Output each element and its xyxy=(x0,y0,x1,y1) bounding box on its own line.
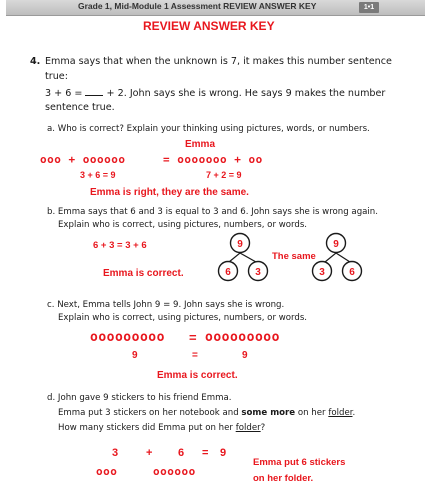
part-d-eq-equals: = xyxy=(202,447,209,459)
part-d-line-2: Emma put 3 stickers on her notebook and some more on her folder. xyxy=(58,408,356,418)
part-b-question-line-2: Explain who is correct, using pictures, numbers, or words. xyxy=(58,220,308,230)
bond-2-branch-right xyxy=(336,253,350,262)
part-b-equation: 6 + 3 = 3 + 6 xyxy=(93,240,147,251)
number-bond-2 xyxy=(313,234,362,281)
part-b-same-label: The same xyxy=(272,251,316,262)
answer-key-title: REVIEW ANSWER KEY xyxy=(143,19,275,33)
sentence-right: + 2. John says she is wrong. He says 9 makes the number xyxy=(103,88,386,99)
part-d-line-1: d. John gave 9 stickers to his friend Emma. xyxy=(47,393,232,403)
part-b-question-line-1: b. Emma says that 6 and 3 is equal to 3 and 6. John says she is wrong again. xyxy=(47,207,378,217)
problem-line-1: Emma says that when the unknown is 7, it makes this number sentence xyxy=(45,56,392,67)
bond-1-branch-right xyxy=(240,253,256,262)
part-d-eq-6: 6 xyxy=(178,447,185,459)
part-b-answer: Emma is correct. xyxy=(103,268,184,279)
bond-2-part-1: 3 xyxy=(319,267,325,278)
part-a-emma-label: Emma xyxy=(185,139,216,150)
bond-1-part-1: 6 xyxy=(225,267,231,278)
bond-1-whole: 9 xyxy=(237,239,243,250)
part-d-line-3: How many stickers did Emma put on her folder? xyxy=(58,423,266,433)
part-d-circles-6: oooooo xyxy=(153,465,196,478)
part-a-circles-left: ooo + oooooo xyxy=(40,153,126,166)
part-a-answer: Emma is right, they are the same. xyxy=(90,187,249,198)
part-c-question-line-1: c. Next, Emma tells John 9 = 9. John says she is wrong. xyxy=(47,300,285,310)
number-bond-1 xyxy=(219,234,268,281)
bond-2-branch-left xyxy=(325,253,336,262)
part-d-eq-3: 3 xyxy=(112,447,119,459)
problem-number: 4. xyxy=(30,56,41,67)
folder-underlined: folder xyxy=(328,408,353,418)
bond-2-whole: 9 xyxy=(333,239,339,250)
part-c-question-line-2: Explain who is correct, using pictures, numbers, or words. xyxy=(58,313,308,323)
part-c-answer: Emma is correct. xyxy=(157,370,238,381)
part-a-equation-left: 3 + 6 = 9 xyxy=(80,170,116,180)
part-d-answer-line-1: Emma put 6 stickers xyxy=(253,457,346,468)
bond-1-branch-left xyxy=(229,253,240,262)
bond-1-part-2: 3 xyxy=(255,267,261,278)
problem-line-2: true: xyxy=(45,71,68,82)
part-c-equals: = xyxy=(189,330,197,345)
some-more-emphasis: some more xyxy=(241,408,296,418)
sentence-left: 3 + 6 = xyxy=(45,88,86,99)
part-c-equals-small: = xyxy=(192,350,198,361)
part-d-circles-3: ooo xyxy=(96,465,118,478)
part-a-question: a. Who is correct? Explain your thinking using pictures, words, or numbers. xyxy=(47,124,370,134)
bond-2-part-2: 6 xyxy=(349,267,355,278)
part-a-circles-right: = ooooooo + oo xyxy=(163,153,263,166)
part-d-eq-9: 9 xyxy=(220,447,227,459)
module-badge: 1•1 xyxy=(359,2,379,13)
folder-underlined-2: folder xyxy=(235,423,261,433)
part-c-circles-right: ooooooooo xyxy=(205,330,280,345)
problem-line-4: sentence true. xyxy=(45,102,115,113)
part-c-number-left: 9 xyxy=(132,350,138,361)
part-a-equation-right: 7 + 2 = 9 xyxy=(206,170,242,180)
part-c-circles-left: ooooooooo xyxy=(90,330,165,345)
part-d-eq-plus: + xyxy=(146,447,153,459)
part-d-answer-line-2: on her folder. xyxy=(253,473,314,484)
part-c-number-right: 9 xyxy=(242,350,248,361)
header-title: Grade 1, Mid-Module 1 Assessment REVIEW ANSWER KEY xyxy=(78,1,317,11)
